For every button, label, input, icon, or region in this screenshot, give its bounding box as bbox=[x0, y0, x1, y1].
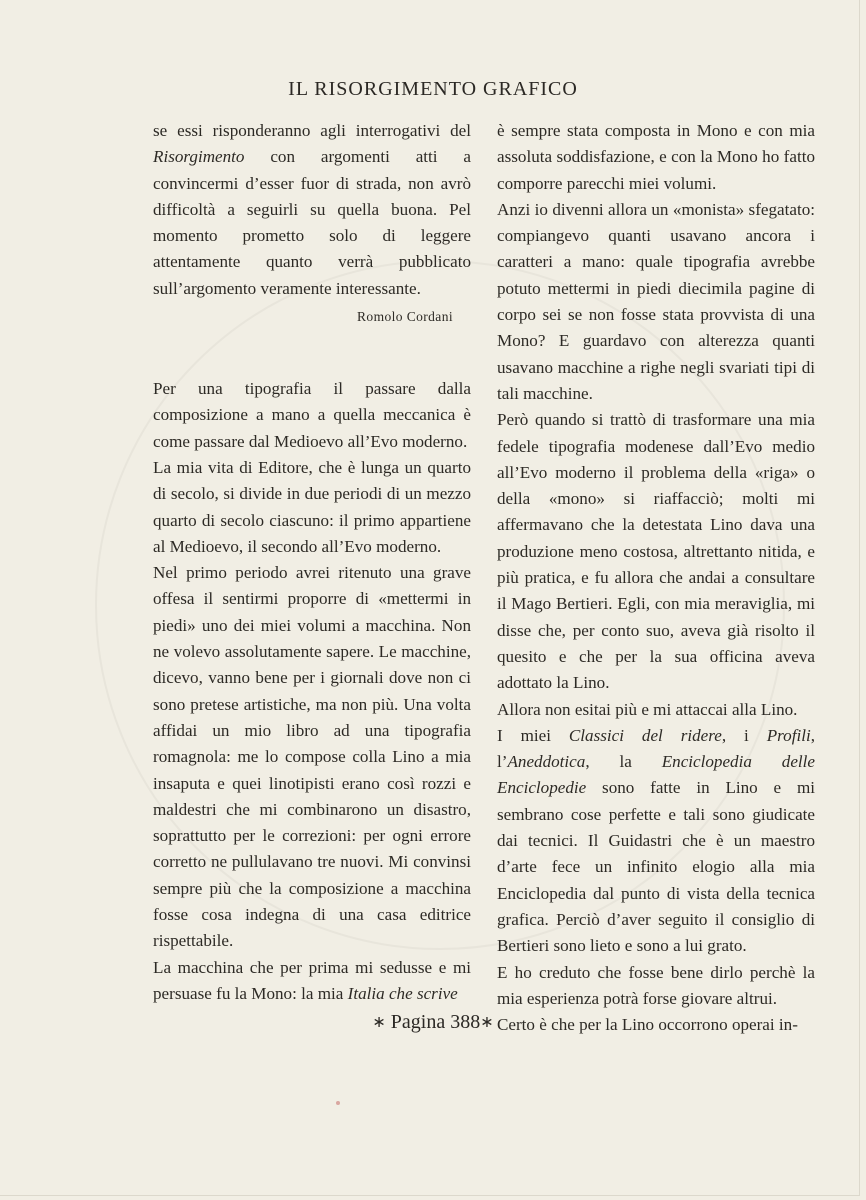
italic-title: Italia che scrive bbox=[347, 983, 458, 1003]
paragraph: Però quando si trattò di trasformare una mia fedele tipografia modenese dall’Evo medio all’Evo moderno il problema della «riga» o della «mono» si riaffacciò; molti mi affermavano che la detestata Lino dava una produzione meno costosa, altrettanto nitida, e più pratica, e fu allora che andai a consultare il Mago Bertieri. Egli, con mia meraviglia, mi disse che, per conto suo, aveva già risolto il quesito e che per la sua officina aveva adottato la Lino. bbox=[497, 410, 815, 693]
italic-title: Aneddotica bbox=[507, 752, 586, 772]
paragraph bbox=[153, 955, 471, 1008]
text-run: se essi risponderanno agli interrogativi del bbox=[153, 121, 471, 140]
italic-title: Risorgimento bbox=[153, 147, 245, 167]
text-run: , l’ bbox=[497, 725, 815, 772]
text-run: La macchina che per prima mi sedusse e mi persuase fu la Mono: la mia bbox=[153, 957, 471, 1003]
text-run: , la bbox=[585, 752, 662, 772]
star-ornament-icon: ∗ bbox=[372, 1014, 386, 1031]
text-run: I miei bbox=[497, 725, 569, 745]
paragraph bbox=[153, 118, 471, 302]
paragraph: Certo è che per la Lino occorrono operai in- bbox=[497, 1015, 798, 1035]
page-label: Pagina bbox=[390, 1011, 446, 1033]
paragraph: Per una tipografia il passare dalla composizione a mano a quella meccanica è come passare dal Medioevo all’Evo moderno. bbox=[153, 379, 471, 451]
ink-spot bbox=[336, 1101, 340, 1105]
left-column bbox=[153, 118, 471, 1007]
page-folio bbox=[0, 1011, 866, 1034]
right-column bbox=[497, 118, 815, 1038]
signature: Romolo Cordani bbox=[357, 309, 453, 325]
paragraph bbox=[497, 723, 815, 960]
paragraph: Allora non esitai più e mi attaccai alla Lino. bbox=[497, 699, 798, 719]
paragraph: Nel primo periodo avrei ritenuto una grave offesa il sentirmi proporre di «mettermi in piedi» uno dei miei volumi a macchina. Non ne volevo assolutamente sapere. Le macchine, dicevo, vanno bene per i giornali dove non ci sono pretese artistiche, ma non più. Una volta affidai un mio libro ad una tipografia romagnola: me lo compose colla Lino a mia insaputa e quei linotipisti erano così rozzi e maldestri che mi combinarono un disastro, soprattutto per le correzioni: per ogni errore corretto ne pullulavano tre nuovi. Mi convinsi sempre più che la composizione a macchina fosse cosa indegna di una casa editrice rispettabile. bbox=[153, 563, 471, 951]
star-ornament-icon: ∗ bbox=[480, 1014, 494, 1031]
page-number: 388 bbox=[450, 1011, 481, 1033]
italic-title: Profili bbox=[766, 725, 811, 745]
text-run: sono fatte in Lino e mi sembrano cose perfette e tali sono giudicate dai tecnici. Il Guidastri che è un maestro d’arte fece un infinito elogio alla mia Enciclopedia dal punto di vista della tecnica grafica. Perciò d’aver seguito il consiglio di Bertieri sono lieto e sono a lui grato. bbox=[497, 778, 815, 956]
section-gap bbox=[153, 328, 471, 376]
paragraph: è sempre stata composta in Mono e con mia assoluta soddisfazione, e con la Mono ho fatto comporre parecchi miei volumi. bbox=[497, 121, 815, 193]
text-run: con argomenti atti a convincermi d’esser fuor di strada, non avrò difficoltà a seguirli su quella buona. Pel momento prometto solo di leggere attentamente quanto verrà pubblicato sull’argomento veramente interessante. bbox=[153, 147, 471, 298]
paragraph: La mia vita di Editore, che è lunga un quarto di secolo, si divide in due periodi di un mezzo quarto di secolo ciascuno: il primo appartiene al Medioevo, il secondo all’Evo moderno. bbox=[153, 457, 471, 556]
italic-title: Enciclopedia delle Enciclopedie bbox=[497, 752, 815, 798]
paragraph: E ho creduto che fosse bene dirlo perchè la mia esperienza potrà forse giovare altrui. bbox=[497, 962, 815, 1008]
italic-title: Classici del ridere bbox=[568, 725, 722, 745]
paragraph: Anzi io divenni allora un «monista» sfegatato: compiangevo quanti usavano ancora i caratteri a mano: quale tipografia avrebbe potuto mettermi in piedi diecimila pagine di corpo sei se non fosse stata provvista di una Mono? E guardavo con alterezza quanti usavano macchine a righe negli svariati tipi di tali macchine. bbox=[497, 199, 815, 403]
text-run: , i bbox=[721, 725, 767, 745]
running-header: IL RISORGIMENTO GRAFICO bbox=[288, 78, 578, 100]
